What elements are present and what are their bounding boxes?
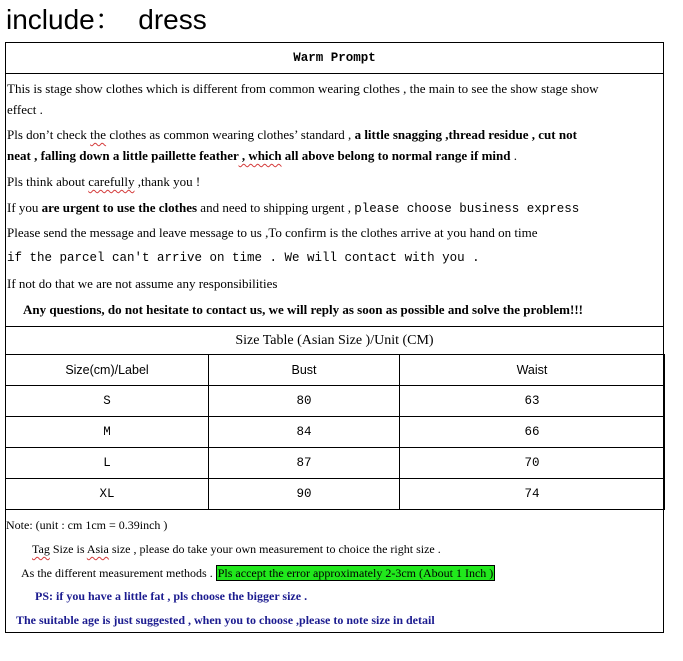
prompt-line-2: effect . <box>7 102 43 117</box>
size-label: S <box>6 386 209 417</box>
prompt-line-5-pre: Pls think about <box>7 174 89 189</box>
prompt-line-3-bold: a little snagging ,thread residue , cut not <box>354 127 577 142</box>
tag-post: size , please do take your own measurement to choice the right size . <box>108 542 441 556</box>
waist-value: 70 <box>400 448 665 479</box>
size-table <box>5 354 665 510</box>
prompt-line-6-mid: and need to shipping urgent , <box>197 200 355 215</box>
tag-word: Tag <box>32 542 50 556</box>
prompt-line-6 <box>7 197 579 220</box>
prompt-line-4-post: . <box>510 148 517 163</box>
table-row <box>6 448 665 479</box>
info-frame <box>5 42 664 633</box>
prompt-line-8: if the parcel can't arrive on time . We will contact with you . <box>7 251 480 265</box>
prompt-line-5-wavy: carefully <box>88 174 135 189</box>
prompt-line-3-post: clothes as common wearing clothes’ standard , <box>106 127 355 142</box>
prompt-line-10: Any questions, do not hesitate to contact us, we will reply as soon as possible and solve the problem!!! <box>23 302 584 317</box>
bust-value: 80 <box>209 386 400 417</box>
prompt-line-4-wavy: , which <box>238 148 282 163</box>
age-note: The suitable age is just suggested , when you to choose ,please to note size in detail <box>16 613 435 627</box>
prompt-line-6-pre: If you <box>7 200 42 215</box>
size-label: M <box>6 417 209 448</box>
size-table-caption: Size Table (Asian Size )/Unit (CM) <box>6 326 663 355</box>
unit-note: Note: (unit : cm 1cm = 0.39inch ) <box>6 518 168 532</box>
prompt-line-4 <box>7 145 517 166</box>
header-cell-bust: Bust <box>209 355 400 386</box>
prompt-line-3-wavy: the <box>90 127 107 142</box>
prompt-line-4-bold-2: all above belong to normal range if mind <box>281 148 511 163</box>
bust-value: 87 <box>209 448 400 479</box>
header-cell-waist: Waist <box>400 355 665 386</box>
warm-prompt-title: Warm Prompt <box>6 43 663 74</box>
prompt-line-3 <box>7 124 577 145</box>
size-label: XL <box>6 479 209 510</box>
bust-value: 90 <box>209 479 400 510</box>
waist-value: 66 <box>400 417 665 448</box>
measurement-note <box>21 563 495 583</box>
waist-value: 74 <box>400 479 665 510</box>
size-label: L <box>6 448 209 479</box>
prompt-line-6-bold: are urgent to use the clothes <box>41 200 198 215</box>
prompt-line-5 <box>7 171 200 192</box>
table-row <box>6 417 665 448</box>
table-row <box>6 386 665 417</box>
prompt-line-9: If not do that we are not assume any responsibilities <box>7 276 278 291</box>
prompt-line-6-mono: please choose business express <box>354 202 580 216</box>
header-cell-label: Size(cm)/Label <box>6 355 209 386</box>
prompt-line-7: Please send the message and leave message to us ,To confirm is the clothes arrive at you hand on time <box>7 225 538 240</box>
error-highlight: Pls accept the error approximately 2-3cm (About 1 Inch ) <box>217 566 494 580</box>
tag-size-note <box>32 539 441 559</box>
size-table-header <box>6 355 665 386</box>
tag-mid: Size is <box>49 542 87 556</box>
prompt-line-3-pre: Pls don’t check <box>7 127 91 142</box>
prompt-line-1: This is stage show clothes which is different from common wearing clothes , the main to see the show stage show <box>7 81 599 96</box>
bust-value: 84 <box>209 417 400 448</box>
ps-note: PS: if you have a little fat , pls choose the bigger size . <box>35 589 308 603</box>
prompt-line-4-bold-1: neat , falling down a little paillette feather <box>7 148 239 163</box>
waist-value: 63 <box>400 386 665 417</box>
headline: include： dress <box>6 4 207 35</box>
asia-word: Asia <box>86 542 109 556</box>
prompt-line-5-post: ,thank you ! <box>134 174 201 189</box>
table-row <box>6 479 665 510</box>
measurement-pre: As the different measurement methods . <box>21 566 216 580</box>
